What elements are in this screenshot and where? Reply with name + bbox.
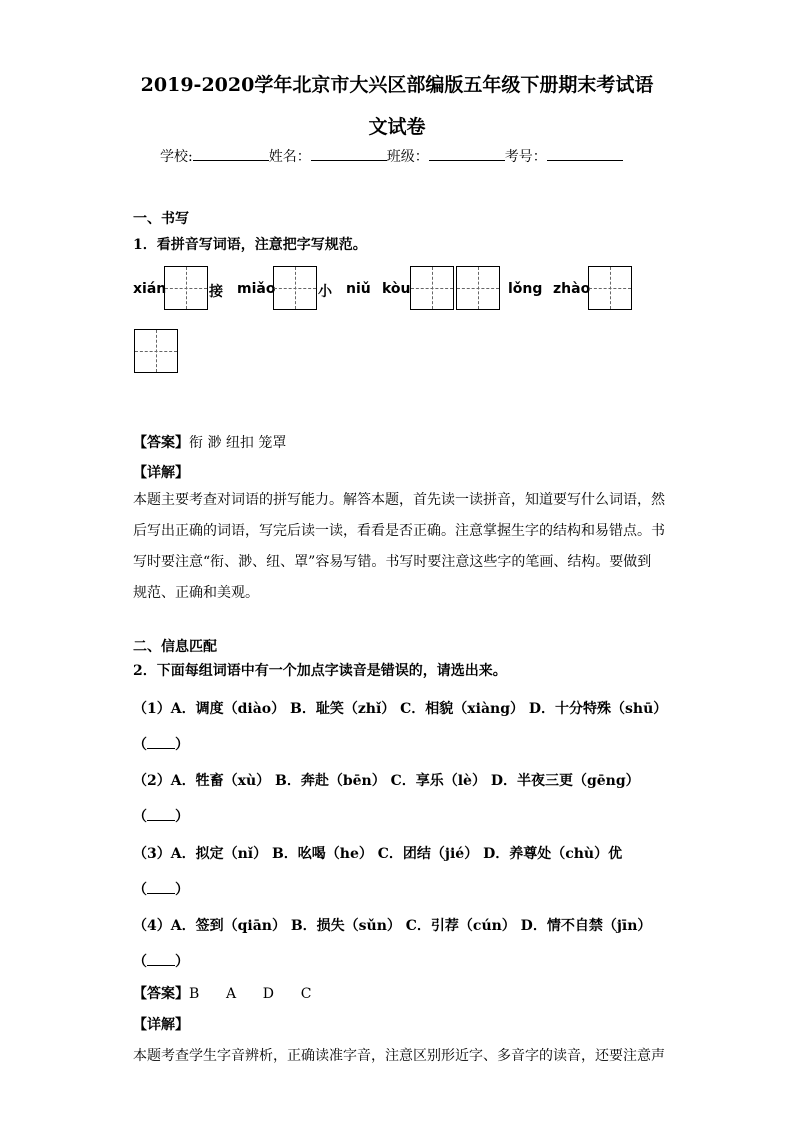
answer1-text: 衔 渺 纽扣 笼罩 bbox=[189, 435, 287, 451]
paren-open: （ bbox=[133, 809, 147, 825]
answer-blank[interactable] bbox=[133, 951, 189, 971]
writing-box[interactable] bbox=[410, 266, 454, 310]
page-title-line1: 2019-2020学年北京市大兴区部编版五年级下册期末考试语 bbox=[140, 74, 654, 96]
paren-open: （ bbox=[133, 954, 147, 970]
answer2 bbox=[133, 983, 311, 1003]
answer1 bbox=[133, 432, 286, 452]
pinyin-kou: kòu bbox=[382, 281, 411, 297]
school-label: 学校: bbox=[160, 149, 193, 165]
number-label: 考号： bbox=[504, 149, 547, 165]
char-jie: 接 bbox=[209, 284, 223, 300]
char-xiao: 小 bbox=[318, 284, 332, 300]
question2-item-3: （3）A．拟定（nǐ） B．吆喝（he） C．团结（jié） D．养尊处（chù）优 bbox=[133, 846, 623, 862]
question2-item-2: （2）A．牲畜（xù） B．奔赴（bēn） C．享乐（lè） D．半夜三更（gēng） bbox=[133, 773, 640, 789]
question2-prompt: 2．下面每组词语中有一个加点字读音是错误的，请选出来。 bbox=[133, 663, 507, 679]
answer-blank[interactable] bbox=[133, 734, 189, 754]
student-info-row bbox=[160, 146, 623, 166]
pinyin-niu: niǔ bbox=[346, 281, 371, 297]
paren-close: ） bbox=[175, 809, 189, 825]
pinyin-xian: xián bbox=[133, 281, 167, 297]
detail2-text: 本题考查学生字音辨析，正确读准字音，注意区别形近字、多音字的读音，还要注意声 bbox=[133, 1048, 665, 1064]
detail2-label: 【详解】 bbox=[133, 1017, 189, 1033]
class-field[interactable] bbox=[429, 146, 505, 161]
class-label: 班级： bbox=[386, 149, 429, 165]
paren-open: （ bbox=[133, 737, 147, 753]
paren-close: ） bbox=[175, 954, 189, 970]
answer2-text: B A D C bbox=[189, 986, 312, 1002]
name-label: 姓名： bbox=[268, 149, 311, 165]
answer1-label: 【答案】 bbox=[133, 435, 189, 451]
writing-box[interactable] bbox=[456, 266, 500, 310]
name-field[interactable] bbox=[311, 146, 387, 161]
paren-close: ） bbox=[175, 882, 189, 898]
answer-blank[interactable] bbox=[133, 806, 189, 826]
pinyin-miao: miǎo bbox=[237, 281, 276, 297]
number-field[interactable] bbox=[547, 146, 623, 161]
section2-heading: 二、信息匹配 bbox=[133, 639, 217, 655]
detail1-text: 本题主要考查对词语的拼写能力。解答本题，首先读一读拼音，知道要写什么词语，然后写出正确的词语，写完后读一读，看看是否正确。注意掌握生字的结构和易错点。书写时要注意“衔、渺、纽、罩”容易写错。书写时要注意这些字的笔画、结构。要做到规范、正确和美观。 bbox=[133, 492, 665, 601]
page-title-line2: 文试卷 bbox=[368, 116, 426, 138]
writing-box[interactable] bbox=[588, 266, 632, 310]
question2-item-4: （4）A．签到（qiān） B．损失（sǔn） C．引荐（cún） D．情不自禁（jīn） bbox=[133, 918, 652, 934]
answer-blank[interactable] bbox=[133, 879, 189, 899]
school-field[interactable] bbox=[193, 146, 269, 161]
writing-box[interactable] bbox=[134, 329, 178, 373]
paren-close: ） bbox=[175, 737, 189, 753]
detail1-label: 【详解】 bbox=[133, 465, 189, 481]
pinyin-long: lǒng bbox=[508, 281, 543, 297]
question1-prompt: 1．看拼音写词语，注意把字写规范。 bbox=[133, 237, 367, 253]
section1-heading: 一、书写 bbox=[133, 211, 189, 227]
pinyin-zhao: zhào bbox=[553, 281, 591, 297]
writing-box[interactable] bbox=[164, 266, 208, 310]
writing-box[interactable] bbox=[273, 266, 317, 310]
paren-open: （ bbox=[133, 882, 147, 898]
question2-item-1: （1）A．调度（diào） B．耻笑（zhǐ） C．相貌（xiàng） D．十分特殊（shū） bbox=[133, 701, 668, 717]
answer2-label: 【答案】 bbox=[133, 986, 189, 1002]
